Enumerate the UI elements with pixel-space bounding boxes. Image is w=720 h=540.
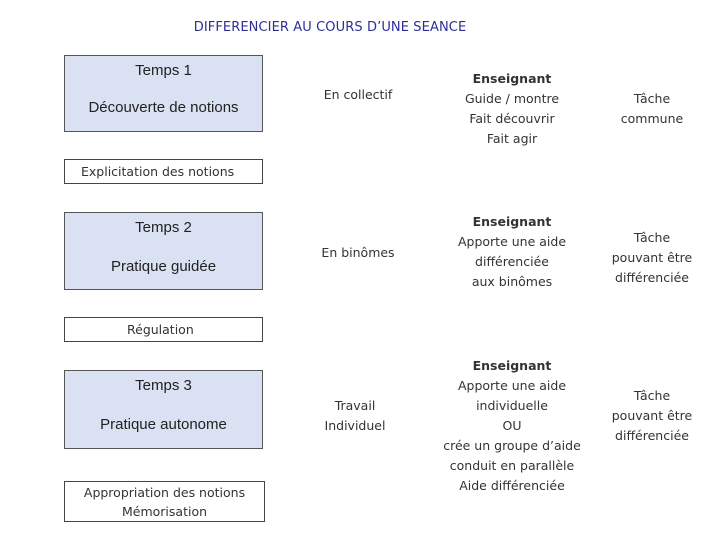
modality-line: En collectif bbox=[323, 87, 393, 102]
transition-explicitation: Explicitation des notions bbox=[64, 159, 263, 184]
phase-name: Pratique guidée bbox=[110, 258, 217, 275]
teacher-role-line: Fait agir bbox=[486, 131, 538, 146]
teacher-role-line: conduit en parallèle bbox=[449, 458, 575, 473]
modality-line: En binômes bbox=[321, 245, 395, 260]
teacher-role-heading: Enseignant bbox=[472, 71, 552, 86]
teacher-role-heading: Enseignant bbox=[472, 214, 552, 229]
teacher-role-line: OU bbox=[502, 418, 522, 433]
task-line: différenciée bbox=[615, 270, 689, 285]
task-line: Tâche bbox=[633, 388, 671, 403]
task-line: pouvant être bbox=[611, 408, 693, 423]
transition-regulation: Régulation bbox=[64, 317, 263, 342]
teacher-role-line: différenciée bbox=[475, 254, 549, 269]
teacher-role-line: aux binômes bbox=[471, 274, 553, 289]
teacher-role-line: individuelle bbox=[476, 398, 548, 413]
phase-box-temps-2 bbox=[64, 212, 263, 290]
task-cell-1 bbox=[596, 89, 708, 129]
teacher-role-cell-2 bbox=[431, 212, 593, 292]
teacher-role-line: Fait découvrir bbox=[469, 111, 555, 126]
phase-temps-label: Temps 1 bbox=[135, 62, 192, 79]
task-line: pouvant être bbox=[611, 250, 693, 265]
appropriation-line: Appropriation des notions bbox=[83, 485, 246, 500]
memorisation-line: Mémorisation bbox=[121, 504, 208, 519]
teacher-role-cell-1 bbox=[431, 69, 593, 149]
task-line: Tâche bbox=[633, 91, 671, 106]
modality-cell-1 bbox=[293, 85, 423, 105]
task-line: différenciée bbox=[615, 428, 689, 443]
teacher-role-line: crée un groupe d’aide bbox=[443, 438, 581, 453]
task-cell-3 bbox=[596, 386, 708, 446]
modality-line: Individuel bbox=[324, 418, 386, 433]
modality-cell-3 bbox=[290, 396, 420, 436]
phase-temps-label: Temps 3 bbox=[135, 377, 192, 394]
teacher-role-cell-3 bbox=[421, 356, 603, 496]
phase-box-temps-3 bbox=[64, 370, 263, 449]
task-line: Tâche bbox=[633, 230, 671, 245]
phase-name: Découverte de notions bbox=[88, 99, 239, 116]
teacher-role-line: Apporte une aide bbox=[457, 234, 567, 249]
teacher-role-line: Guide / montre bbox=[464, 91, 560, 106]
task-line: commune bbox=[620, 111, 684, 126]
phase-box-temps-1 bbox=[64, 55, 263, 132]
modality-line: Travail bbox=[334, 398, 376, 413]
task-cell-2 bbox=[596, 228, 708, 288]
phase-temps-label: Temps 2 bbox=[135, 219, 192, 236]
page-title: DIFFERENCIER AU COURS D’UNE SEANCE bbox=[193, 20, 467, 35]
phase-name: Pratique autonome bbox=[100, 416, 227, 433]
teacher-role-line: Aide différenciée bbox=[459, 478, 565, 493]
modality-cell-2 bbox=[293, 243, 423, 263]
appropriation-box bbox=[64, 481, 265, 522]
teacher-role-line: Apporte une aide bbox=[457, 378, 567, 393]
teacher-role-heading: Enseignant bbox=[472, 358, 552, 373]
